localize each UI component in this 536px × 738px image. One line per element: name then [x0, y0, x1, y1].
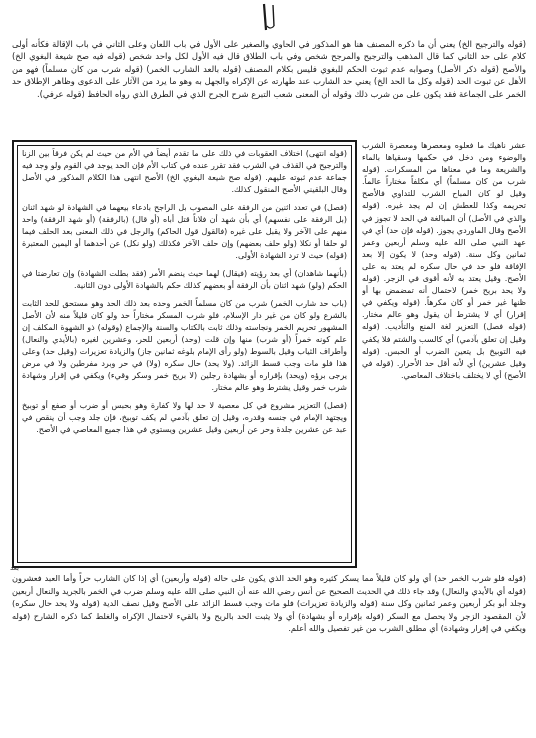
top-commentary-text: (قوله والترجيح الخ) يعني أن ما ذكره المصنف هنا هو المذكور في الحاوي والصغير على الأول في باب اللعان وعلى الثاني في باب الإقالة فكأنه أولى كلام على حد الثاني كما قال المذهب والترجيح والمرجح شخص وفي باب الطلاق قال فيه الأول لكل واحد شخص (قوله فيه صح شيعة البغوي الخ) والأصح (قوله ذكر الأصل) وصوابه عدم ثبوت الحكم للبغوي فليس بكلام المصنف (قوله بالعد الشارب الخمر) (قوله شرب من كان مسلماً) فهو من الأهل عن ثبوت الحد (قوله وكل ما الحد الخ) يعني حد الشارب عند طهارته عن الإكراه والجهل به وهو ما يرد من الآثار على الدعوى وظاهر الإطلاق حد الخمر على الجماعة فقد يكون على من شرب ذلك وقوله أن المعنى شعب التبرع شرح الجرح الذي في الطرق الذي رواه الحافظ (قوله عرفي).	[12, 39, 526, 99]
margin-catchword: بعد	[10, 564, 19, 572]
framed-paragraph-5: (فصل) التعزير مشروع في كل معصية لا حد لها ولا كفارة وهو بحبس أو ضرب أو صفع أو توبيخ ويجتهد الإمام في جنسه وقدره، وقيل إن تعلق بآدمي لم يكف توبيخ، فإن جلد وجب أن ينقص في عبد عن عشرين جلدة وحر عن أربعين وقيل عشرين ويستوي في هذا جميع المعاصي في الأصح.	[22, 401, 347, 434]
framed-paragraph-2: (فصل) في تعدد اثنين من الرفقة على المصوب بل الراجح بادعاء بيعهما في الشهادة لو شهد اثنان (بل الرفقة على نفسهم) أي بأن شهد أن فلاناً قتل أباه (أو قال) (بالرفقة) (أو شهد الرفقة) واحد منهم على الآخر ولا يقبل على غيره (فالقول قول الحاكم) والرجل في ذلك المعنى بعد الحلف فيما لو حلفا أو نكلا (ولو حلف بعضهم) وإن حلف الآخر فكذلك (ولو نكل) عن أحدهما أو اليمين المعتبرة (قوله) حيث لا ترد الشهادة الأولى.	[22, 203, 347, 260]
framed-main-text	[22, 148, 347, 562]
side-commentary-column: عشر ناهيك ما فعلوه ومعصرها ومعصرة الشرب والوضوء ومن دخل في حكمها وسقياها بالماء والشريعة وما في معناها من المسكرات. (قوله شرب من كان مسلماً) أي مكلفاً مختاراً عالماً. وقيل لو كان المباح الشرب للتداوي فالأصح تحريمه وكذا للعطش إن لم يجد غيره. (قوله والذي في الأصل) أن المبالغة في الحد لا تجوز في الأصح وقال الماوردي يجوز. (قوله فإن حد) أي في عهد النبي صلى الله عليه وسلم أربعين وعمر ثمانين وكل سنة. (قوله وحد) لا يكون إلا بعد الإفاقة فلو حد في حال سكره لم يعتد به على الأصح. وقيل يعتد به لأنه أقوى في الزجر. (قوله ولا يحد بريح خمر) لاحتمال أنه تمضمض بها أو ظنها غير خمر أو كان مكرهاً. (قوله ويكفي في إقرار) أي لا يشترط أن يقول وهو عالم مختار. (قوله فصل) التعزير لغة المنع والتأديب. (قوله وقيل إن تعلق بآدمي) أي كالسب والشتم فلا يكفي فيه التوبيخ بل يتعين الضرب أو الحبس. (قوله وقيل عشرين) أي لأنه أقل حد الأحرار. (قوله في الأصح) أي لا يختلف باختلاف المعاصي.	[362, 141, 526, 380]
framed-paragraph-1: (قوله انتهى) اختلاف العقوبات في ذلك على ما تقدم أيضاً في الأم من حيث لم يكن فرقاً بين الزنا والترجيح في القذف في الشرب فقد تقرر عنده في كتاب الأم فإن الحد يوجد في القوم ولو وجد فيه جماعة عدم ثبوته عليهم. (قوله صح شيعة البغوي الخ) الأصح انتهى هذا الكلام المذكور في الأصل وقال البلقيني الأصح المنقول كذلك.	[22, 149, 347, 194]
page-header-mark	[258, 2, 284, 32]
bottom-commentary-text: (قوله فلو شرب الخمر حد) أي ولو كان قليلاً مما يسكر كثيره وهو الحد الذي يكون على حاله (قوله وأربعين) أي إذا كان الشارب حراً وأما العبد فعشرون (قوله أي بالأيدي والنعال) وقد جاء ذلك في الحديث الصحيح عن أنس رضي الله عنه أن النبي صلى الله عليه وسلم ضرب في الخمر بالجريد والنعال أربعين وجلد أبو بكر أربعين وعمر ثمانين وكل سنة (قوله والزيادة تعزيرات) فلو مات وجب قسط الزائد على الأصح وقيل نصف الدية (قوله ولا يحد حال سكره) لأن المقصود الزجر ولا يحصل مع السكر (قوله بإقراره أو بشهادة) أي ولا يثبت الحد بالريح ولا بالقيء لاحتمال الإكراه والغلط كما ذكره الشارح (قوله ويكفي في إقرار وشهادة) أي مطلق الشرب من غير تفصيل والله أعلم.	[12, 573, 526, 634]
framed-paragraph-4: (باب حد شارب الخمر) شرب من كان مسلماً الخمر وحده بعد ذلك الحد وهو مستحق للحد الثابت بالشرع ولو كان من غير دار الإسلام، فلو شرب المسكر مختاراً حد ولو كان قليلاً منه لأن الأصل المشهور تحريم الخمر ونجاسته وذلك ثابت بالكتاب والسنة والإجماع (وقوله) ذو الشهوة المكلف إن علم كونه خمراً (أو شرب) منها وإن قلت (وحد) أربعين للحر، وعشرين لغيره (بالأيدي والنعال) وأطراف الثياب وقيل بالسوط (ولو رأى الإمام بلوغه ثمانين جاز) والزيادة تعزيرات (وقيل حد) وعلى هذا فلو مات وجب قسط الزائد. (ولا يحد) حال سكره (ولا) في حر وبرد مفرطين ولا في مرض يرجى برؤه (ويحد) بإقراره أو بشهادة رجلين (لا بريح خمر وسكر وقيء) ويكفي في إقرار وشهادة شرب خمر وقيل يشترط وهو عالم مختار.	[22, 299, 347, 392]
main-text-frame	[12, 140, 357, 568]
framed-paragraph-3: (بأنهما شاهدان) أي بعد رؤيته (فيقال) لهما حيث ينضم الأمر (فقد بطلت الشهادة) وإن تعارضتا في الحكم (ولو) شهد اثنان بأن الرفقة أو بعضهم كذلك حكم بالشهادة الأولى دون الثانية.	[22, 269, 347, 290]
